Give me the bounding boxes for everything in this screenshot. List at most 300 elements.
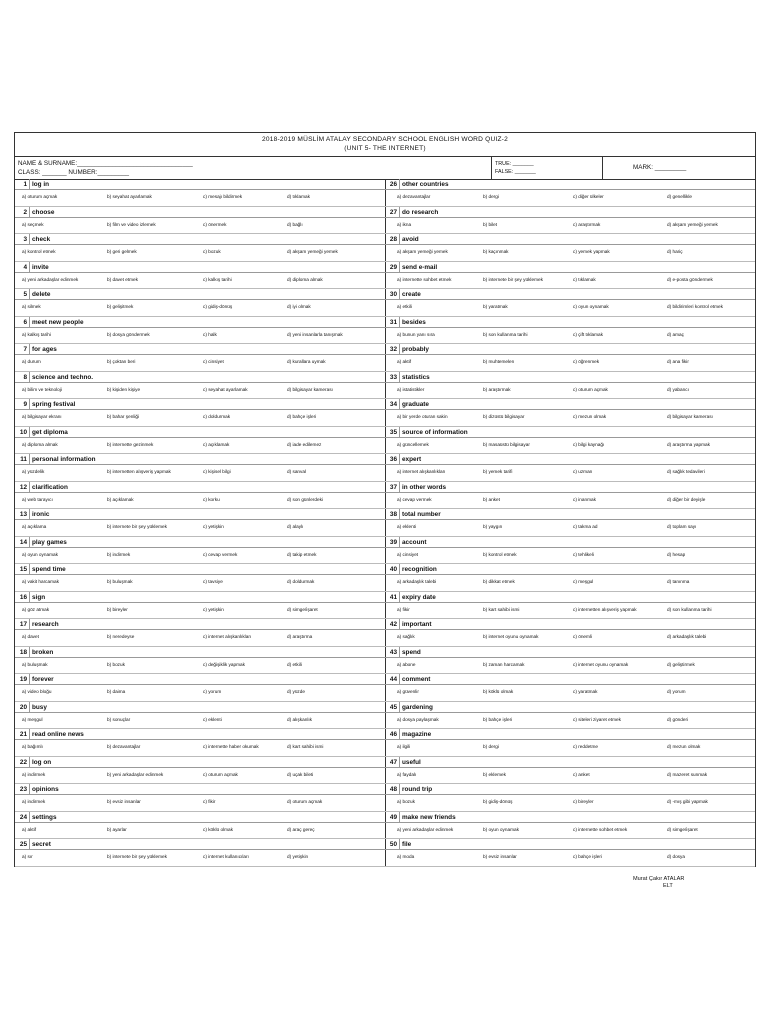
answer-option-d[interactable]: d) diploma almak bbox=[287, 276, 323, 282]
answer-option-d[interactable]: d) gönderi bbox=[667, 716, 689, 722]
question-number: 31 bbox=[385, 317, 400, 328]
question-header bbox=[15, 289, 385, 300]
question-number: 43 bbox=[385, 647, 400, 658]
answer-option-a[interactable]: a) cevap vermek bbox=[397, 496, 432, 502]
question-row bbox=[15, 757, 385, 785]
answer-option-a[interactable]: a) indirmek bbox=[22, 799, 46, 804]
answer-option-a[interactable]: a) faydalı bbox=[397, 771, 417, 777]
answer-option-b[interactable]: b) neredeyse bbox=[107, 634, 135, 639]
answer-option-c[interactable]: c) mezun olmak bbox=[573, 414, 607, 419]
answer-option-d[interactable]: d) arkadaşlık talebi bbox=[667, 634, 707, 639]
answer-option-c[interactable]: c) internette sohbet etmek bbox=[573, 826, 628, 832]
answer-option-a[interactable]: a) internette sohbet etmek bbox=[397, 276, 452, 282]
question-word: other countries bbox=[402, 181, 449, 188]
answer-option-d[interactable]: d) alaylı bbox=[287, 524, 304, 529]
class-number-field[interactable]: CLASS: _______ NUMBER:_________ bbox=[18, 169, 129, 176]
answer-option-c[interactable]: c) fikir bbox=[203, 799, 216, 804]
answer-option-c[interactable]: c) inanmak bbox=[573, 496, 596, 502]
question-row bbox=[385, 647, 755, 675]
answer-option-b[interactable]: b) davet etmek bbox=[107, 276, 139, 282]
question-row bbox=[385, 317, 755, 345]
answer-option-c[interactable]: c) halk bbox=[203, 331, 217, 337]
question-number: 30 bbox=[385, 289, 400, 300]
answer-option-a[interactable]: a) meşgul bbox=[22, 716, 43, 722]
answer-option-a[interactable]: a) sır bbox=[22, 854, 33, 859]
question-header bbox=[385, 619, 755, 630]
answer-option-b[interactable]: b) zaman harcamak bbox=[483, 661, 525, 667]
answer-option-c[interactable]: c) internetten alışveriş yapmak bbox=[573, 606, 637, 612]
answer-option-d[interactable]: d) ana fikir bbox=[667, 359, 689, 364]
question-row bbox=[15, 454, 385, 482]
answer-option-d[interactable]: d) oturum açmak bbox=[287, 799, 323, 804]
question-word: personal information bbox=[32, 456, 96, 463]
question-row bbox=[385, 482, 755, 510]
answer-option-a[interactable]: a) silmek bbox=[22, 304, 41, 309]
answer-option-c[interactable]: c) kalkış tarihi bbox=[203, 276, 232, 282]
question-number: 21 bbox=[15, 729, 30, 740]
answer-option-a[interactable]: a) seçmek bbox=[22, 221, 44, 227]
answer-option-a[interactable]: a) kontrol etmek bbox=[22, 249, 56, 254]
question-word: magazine bbox=[402, 731, 432, 738]
question-row bbox=[15, 372, 385, 400]
answer-option-b[interactable]: b) dergi bbox=[483, 194, 499, 199]
question-word: make new friends bbox=[402, 813, 456, 821]
answer-option-b[interactable]: b) bahar şenliği bbox=[107, 414, 140, 419]
answer-option-b[interactable]: b) bireyler bbox=[107, 606, 128, 612]
answer-option-a[interactable]: a) buluşmak bbox=[22, 661, 48, 667]
answer-option-a[interactable]: a) bir yerde oturan sakin bbox=[397, 414, 448, 419]
answer-option-d[interactable]: d) simge/işaret bbox=[667, 826, 698, 832]
answer-option-c[interactable]: c) açıklamak bbox=[203, 441, 230, 447]
answer-option-b[interactable]: b) indirmek bbox=[107, 551, 131, 557]
answer-option-c[interactable]: c) yetişkin bbox=[203, 606, 224, 612]
question-row bbox=[385, 537, 755, 565]
answer-option-c[interactable]: c) mesajı bildirmek bbox=[203, 194, 243, 199]
answer-option-b[interactable]: b) gelişitmek bbox=[107, 304, 134, 309]
answer-option-c[interactable]: c) korku bbox=[203, 496, 220, 502]
answer-option-b[interactable]: b) internette gezinmek bbox=[107, 441, 154, 447]
answer-option-c[interactable]: c) oyun oynamak bbox=[573, 304, 609, 309]
answer-option-a[interactable]: a) diploma almak bbox=[22, 441, 58, 447]
answer-option-c[interactable]: c) bireyler bbox=[573, 799, 594, 804]
question-word: spend time bbox=[32, 566, 66, 573]
answer-option-d[interactable]: d) genellikle bbox=[667, 194, 693, 199]
question-header bbox=[385, 234, 755, 245]
answer-option-d[interactable]: d) diğer bir deyişle bbox=[667, 496, 706, 502]
answer-option-b[interactable]: b) buluşmak bbox=[107, 579, 133, 584]
answer-option-b[interactable]: b) seyahat ayarlamak bbox=[107, 194, 152, 199]
answer-option-a[interactable]: a) ilgili bbox=[397, 744, 411, 749]
answer-option-a[interactable]: a) cinsiyet bbox=[397, 551, 419, 557]
answer-option-c[interactable]: c) yorum bbox=[203, 689, 222, 694]
answer-option-d[interactable]: d) tıklamak bbox=[287, 194, 310, 199]
question-word: create bbox=[402, 291, 421, 298]
question-word: spend bbox=[402, 648, 421, 656]
answer-option-d[interactable]: d) son günlerdeki bbox=[287, 496, 323, 502]
question-word: science and techno. bbox=[32, 373, 94, 381]
question-number: 44 bbox=[385, 674, 400, 685]
question-word: get diploma bbox=[32, 428, 68, 436]
answer-option-a[interactable]: a) yüzdelik bbox=[22, 469, 45, 474]
question-number: 15 bbox=[15, 564, 30, 575]
answer-option-c[interactable]: c) oturum açmak bbox=[203, 771, 238, 777]
answer-option-c[interactable]: c) internet oyunu oynamak bbox=[573, 661, 629, 667]
answer-option-c[interactable]: c) internet kullanıcıları bbox=[203, 854, 249, 859]
question-row bbox=[15, 509, 385, 537]
answer-option-b[interactable]: b) dikkat etmek bbox=[483, 579, 515, 584]
question-number: 7 bbox=[15, 344, 30, 355]
answer-option-a[interactable]: a) bilim ve teknoloji bbox=[22, 386, 62, 392]
answer-option-d[interactable]: d) sanval bbox=[287, 469, 307, 474]
question-row bbox=[15, 729, 385, 757]
answer-option-b[interactable]: b) internet oyunu oynamak bbox=[483, 634, 539, 639]
answer-option-d[interactable]: d) -mış gibi yapmak bbox=[667, 799, 708, 804]
answer-option-a[interactable]: a) internet alışkanlıkları bbox=[397, 469, 446, 474]
question-number: 1 bbox=[15, 179, 30, 190]
answer-option-b[interactable]: b) kart sahibi ismi bbox=[483, 606, 520, 612]
question-number: 47 bbox=[385, 757, 400, 768]
answer-option-a[interactable]: a) kalkış tarihi bbox=[22, 331, 51, 337]
question-number: 17 bbox=[15, 619, 30, 630]
answer-option-c[interactable]: c) kişisel bilgi bbox=[203, 469, 231, 474]
answer-option-d[interactable]: d) bildirimleri kontrol etmek bbox=[667, 304, 724, 309]
answer-option-d[interactable]: d) bilgisayar kamerası bbox=[667, 414, 713, 419]
answer-option-d[interactable]: d) dosya bbox=[667, 854, 685, 859]
question-word: probably bbox=[402, 346, 429, 353]
answer-option-c[interactable]: c) öğrenmek bbox=[573, 359, 600, 364]
question-word: forever bbox=[32, 676, 54, 683]
question-header bbox=[15, 399, 385, 410]
question-number: 37 bbox=[385, 482, 400, 493]
answer-option-b[interactable]: b) geri gelmek bbox=[107, 249, 137, 254]
question-word: source of information bbox=[402, 428, 468, 436]
question-header bbox=[385, 592, 755, 603]
answer-option-b[interactable]: b) son kullanma tarihi bbox=[483, 331, 528, 337]
answer-option-b[interactable]: b) daima bbox=[107, 689, 126, 694]
answer-option-d[interactable]: d) yeni insanlarla tanışmak bbox=[287, 331, 343, 337]
answer-option-d[interactable]: d) araç gereç bbox=[287, 826, 315, 832]
answer-option-c[interactable]: c) yemek yapmak bbox=[573, 249, 610, 254]
author-role: ELT bbox=[663, 883, 673, 889]
question-row bbox=[15, 592, 385, 620]
answer-option-d[interactable]: d) e-posta göndermek bbox=[667, 276, 713, 282]
answer-option-a[interactable]: a) dosya paylaşmak bbox=[397, 716, 439, 722]
answer-option-b[interactable]: b) dergi bbox=[483, 744, 499, 749]
answer-option-d[interactable]: d) hesap bbox=[667, 551, 686, 557]
answer-option-c[interactable]: c) bahçe işleri bbox=[573, 854, 602, 859]
true-count-field[interactable]: TRUE: _______ bbox=[495, 161, 534, 167]
answer-option-d[interactable]: d) amaç bbox=[667, 331, 684, 337]
answer-option-d[interactable]: d) takip etmek bbox=[287, 551, 317, 557]
question-header bbox=[15, 317, 385, 328]
answer-option-a[interactable]: a) arkadaşlık talebi bbox=[397, 579, 437, 584]
question-header bbox=[385, 427, 755, 438]
answer-option-a[interactable]: a) dezavantajlar bbox=[397, 194, 431, 199]
question-word: ironic bbox=[32, 511, 50, 518]
question-header bbox=[385, 509, 755, 520]
question-row bbox=[385, 427, 755, 455]
answer-option-a[interactable]: a) vakit harcamak bbox=[22, 579, 59, 584]
answer-option-a[interactable]: a) bağımlı bbox=[22, 744, 43, 749]
question-header bbox=[385, 399, 755, 410]
answer-option-d[interactable]: d) hariç bbox=[667, 249, 683, 254]
answer-option-b[interactable]: b) ayarlar bbox=[107, 826, 127, 832]
answer-option-a[interactable]: a) indirmek bbox=[22, 771, 46, 777]
question-word: delete bbox=[32, 291, 51, 298]
name-surname-field[interactable]: NAME & SURNAME:_________________________________ bbox=[18, 160, 193, 167]
answer-option-d[interactable]: d) araştırma bbox=[287, 634, 313, 639]
answer-option-b[interactable]: b) masaüstü bilgisayar bbox=[483, 441, 530, 447]
question-number: 26 bbox=[385, 179, 400, 190]
answer-option-c[interactable]: c) değişiklik yapmak bbox=[203, 661, 245, 667]
answer-option-b[interactable]: b) bozuk bbox=[107, 661, 125, 667]
answer-option-c[interactable]: c) tavsiye bbox=[203, 579, 223, 584]
answer-option-b[interactable]: b) internete bir şey yüklemek bbox=[107, 854, 167, 859]
answer-option-a[interactable]: a) bilgisayar ekranı bbox=[22, 414, 62, 419]
question-word: do research bbox=[402, 208, 439, 216]
answer-option-a[interactable]: a) yeni arkadaşlar edinmek bbox=[397, 826, 454, 832]
answer-option-a[interactable]: a) sağlık bbox=[397, 634, 415, 639]
answer-option-c[interactable]: c) cevap vermek bbox=[203, 551, 238, 557]
answer-option-b[interactable]: b) kaçınmak bbox=[483, 249, 509, 254]
question-header bbox=[15, 372, 385, 383]
answer-option-c[interactable]: c) önemli bbox=[573, 634, 593, 639]
answer-option-c[interactable]: c) önermek bbox=[203, 221, 227, 227]
question-header bbox=[15, 482, 385, 493]
answer-option-c[interactable]: c) doldurmak bbox=[203, 414, 231, 419]
question-header bbox=[385, 317, 755, 328]
mark-field[interactable]: MARK: _________ bbox=[633, 164, 687, 171]
question-row bbox=[15, 482, 385, 510]
answer-option-a[interactable]: a) oturum açmak bbox=[22, 194, 58, 199]
question-number: 5 bbox=[15, 289, 30, 300]
answer-option-b[interactable]: b) dezavantajlar bbox=[107, 744, 141, 749]
question-header bbox=[15, 427, 385, 438]
answer-option-c[interactable]: c) tıklamak bbox=[573, 276, 596, 282]
answer-option-a[interactable]: a) ikna bbox=[397, 221, 412, 227]
answer-option-a[interactable]: a) oyun oynamak bbox=[22, 551, 58, 557]
question-word: round trip bbox=[402, 786, 433, 793]
answer-option-a[interactable]: a) fikir bbox=[397, 606, 410, 612]
answer-option-d[interactable]: d) yetişkin bbox=[287, 854, 309, 859]
question-number: 29 bbox=[385, 262, 400, 273]
answer-option-c[interactable]: c) meşgul bbox=[573, 579, 594, 584]
answer-option-d[interactable]: d) yüzde bbox=[287, 689, 305, 694]
answer-option-b[interactable]: b) evsiz insanlar bbox=[483, 854, 517, 859]
question-number: 46 bbox=[385, 729, 400, 740]
question-row bbox=[385, 454, 755, 482]
answer-option-b[interactable]: b) internete bir şey yüklemek bbox=[483, 276, 543, 282]
question-word: statistics bbox=[402, 373, 430, 381]
right-question-column bbox=[385, 179, 755, 867]
answer-option-c[interactable]: c) cinsiyet bbox=[203, 359, 224, 364]
answer-option-b[interactable]: b) yeni arkadaşlar edinmek bbox=[107, 771, 164, 777]
answer-option-d[interactable]: d) mezun olmak bbox=[667, 744, 701, 749]
answer-option-a[interactable]: a) aktif bbox=[397, 359, 412, 364]
question-row bbox=[15, 702, 385, 730]
title-line-1: 2018-2019 MÜSLİM ATALAY SECONDARY SCHOOL ENGLISH WORD QUIZ-2 bbox=[262, 136, 508, 143]
question-header bbox=[15, 344, 385, 355]
answer-option-a[interactable]: a) durum bbox=[22, 359, 41, 364]
answer-option-b[interactable]: b) evsiz insanlar bbox=[107, 799, 141, 804]
answer-option-c[interactable]: c) diğer ülkeler bbox=[573, 194, 604, 199]
answer-option-c[interactable]: c) gidiş-dönüş bbox=[203, 304, 233, 309]
answer-option-a[interactable]: a) akşam yemeği yemek bbox=[397, 249, 448, 254]
answer-option-b[interactable]: b) köklü olmak bbox=[483, 689, 514, 694]
answer-option-d[interactable]: d) tanınma bbox=[667, 579, 690, 584]
answer-option-d[interactable]: d) bahçe işleri bbox=[287, 414, 317, 419]
answer-option-b[interactable]: b) film ve video izlemek bbox=[107, 221, 156, 227]
question-header bbox=[15, 839, 385, 850]
answer-option-a[interactable]: a) video bloğu bbox=[22, 689, 52, 694]
answer-option-a[interactable]: a) istatistikler bbox=[397, 386, 425, 392]
question-number: 18 bbox=[15, 647, 30, 658]
answer-option-b[interactable]: b) yaratmak bbox=[483, 304, 508, 309]
question-header bbox=[385, 647, 755, 658]
false-count-field[interactable]: FALSE: _______ bbox=[495, 169, 536, 175]
question-header bbox=[15, 537, 385, 548]
question-header bbox=[15, 757, 385, 768]
answer-option-b[interactable]: b) dizüstü bilgisayar bbox=[483, 414, 525, 419]
answer-option-c[interactable]: c) internet alışkanlıkları bbox=[203, 634, 252, 639]
answer-option-b[interactable]: b) sonuçlar bbox=[107, 716, 131, 722]
answer-option-c[interactable]: c) oturum açmak bbox=[573, 386, 608, 392]
answer-option-d[interactable]: d) araştırma yapmak bbox=[667, 441, 710, 447]
question-header bbox=[15, 179, 385, 190]
answer-option-c[interactable]: c) yetişkin bbox=[203, 524, 224, 529]
answer-option-a[interactable]: a) abone bbox=[397, 661, 416, 667]
question-header bbox=[385, 702, 755, 713]
answer-option-d[interactable]: d) doldurmak bbox=[287, 579, 315, 584]
answer-option-d[interactable]: d) iyi olmak bbox=[287, 304, 311, 309]
answer-option-d[interactable]: d) bağlı bbox=[287, 221, 303, 227]
question-header bbox=[385, 729, 755, 740]
answer-option-a[interactable]: a) aktif bbox=[22, 826, 37, 832]
answer-option-c[interactable]: c) seyahat ayarlamak bbox=[203, 386, 248, 392]
answer-option-c[interactable]: c) araştırmak bbox=[573, 221, 601, 227]
answer-option-d[interactable]: d) akşam yemeği yemek bbox=[287, 249, 338, 254]
answer-option-b[interactable]: b) yemek tarifi bbox=[483, 469, 513, 474]
answer-option-b[interactable]: b) kontrol etmek bbox=[483, 551, 517, 557]
answer-option-c[interactable]: c) bilgi kaynağı bbox=[573, 441, 605, 447]
answer-option-d[interactable]: d) kart sahibi ismi bbox=[287, 744, 324, 749]
question-word: useful bbox=[402, 758, 421, 766]
answer-option-d[interactable]: d) simge/işaret bbox=[287, 606, 318, 612]
answer-option-a[interactable]: a) açıklama bbox=[22, 524, 47, 529]
answer-option-c[interactable]: c) bozuk bbox=[203, 249, 221, 254]
question-header bbox=[385, 757, 755, 768]
answer-option-a[interactable]: a) güvenlir bbox=[397, 689, 419, 694]
answer-option-c[interactable]: c) internette haber okumak bbox=[203, 744, 259, 749]
answer-option-b[interactable]: b) dosya göndermek bbox=[107, 331, 150, 337]
question-header bbox=[385, 207, 755, 218]
question-word: total number bbox=[402, 511, 441, 518]
question-header bbox=[385, 372, 755, 383]
answer-option-b[interactable]: b) kişiden kişiye bbox=[107, 386, 141, 392]
answer-option-d[interactable]: d) yabancı bbox=[667, 386, 689, 392]
answer-option-d[interactable]: d) geliştirmek bbox=[667, 661, 695, 667]
question-number: 14 bbox=[15, 537, 30, 548]
answer-option-d[interactable]: d) yorum bbox=[667, 689, 686, 694]
answer-option-a[interactable]: a) etkili bbox=[397, 304, 412, 309]
question-header bbox=[15, 812, 385, 823]
question-word: gardening bbox=[402, 703, 433, 711]
question-number: 35 bbox=[385, 427, 400, 438]
answer-option-b[interactable]: b) yaygın bbox=[483, 524, 503, 529]
answer-option-b[interactable]: b) araştırmak bbox=[483, 386, 511, 392]
answer-option-d[interactable]: d) akşam yemeği yemek bbox=[667, 221, 718, 227]
answer-option-a[interactable]: a) güncellemek bbox=[397, 441, 429, 447]
answer-option-b[interactable]: b) bahçe işleri bbox=[483, 716, 513, 722]
answer-option-c[interactable]: c) tehlikeli bbox=[573, 551, 594, 557]
question-word: invite bbox=[32, 263, 49, 271]
question-row bbox=[385, 619, 755, 647]
question-number: 22 bbox=[15, 757, 30, 768]
answer-option-d[interactable]: d) son kullanma tarihi bbox=[667, 606, 712, 612]
answer-option-d[interactable]: d) mazeret sunmak bbox=[667, 771, 708, 777]
answer-option-a[interactable]: a) göz atmak bbox=[22, 606, 50, 612]
answer-option-b[interactable]: b) açıklamak bbox=[107, 496, 134, 502]
question-row bbox=[385, 839, 755, 867]
answer-option-c[interactable]: c) siteleri ziyaret etmek bbox=[573, 716, 621, 722]
answer-option-a[interactable]: a) bozuk bbox=[397, 799, 415, 804]
answer-option-a[interactable]: a) moda bbox=[397, 854, 415, 859]
question-header bbox=[385, 482, 755, 493]
question-number: 3 bbox=[15, 234, 30, 245]
answer-option-a[interactable]: a) davet bbox=[22, 634, 39, 639]
answer-option-c[interactable]: c) uzman bbox=[573, 469, 593, 474]
question-number: 27 bbox=[385, 207, 400, 218]
answer-option-a[interactable]: a) eklenti bbox=[397, 524, 417, 529]
answer-option-c[interactable]: c) çift tıklamak bbox=[573, 331, 603, 337]
answer-option-d[interactable]: d) kurallara uymak bbox=[287, 359, 326, 364]
question-number: 2 bbox=[15, 207, 30, 218]
question-word: send e-mail bbox=[402, 263, 438, 271]
answer-option-b[interactable]: b) oyun oynamak bbox=[483, 826, 519, 832]
answer-option-d[interactable]: d) sağlık tedavileri bbox=[667, 469, 705, 474]
question-word: spring festival bbox=[32, 401, 76, 408]
question-row bbox=[385, 757, 755, 785]
question-number: 25 bbox=[15, 839, 30, 850]
answer-option-b[interactable]: b) eklemek bbox=[483, 771, 506, 777]
answer-option-b[interactable]: b) muhtemelen bbox=[483, 359, 515, 364]
question-number: 49 bbox=[385, 812, 400, 823]
answer-option-b[interactable]: b) gidiş-dönüş bbox=[483, 799, 513, 804]
answer-option-b[interactable]: b) internete bir şey yüklemek bbox=[107, 524, 167, 529]
answer-option-b[interactable]: b) çoktan beri bbox=[107, 359, 136, 364]
answer-option-c[interactable]: c) yaratmak bbox=[573, 689, 598, 694]
question-header bbox=[385, 784, 755, 795]
answer-option-d[interactable]: d) etkili bbox=[287, 661, 302, 667]
answer-option-c[interactable]: c) reddetme bbox=[573, 744, 599, 749]
answer-option-b[interactable]: b) anket bbox=[483, 496, 500, 502]
answer-option-a[interactable]: a) yeni arkadaşlar edinmek bbox=[22, 276, 79, 282]
answer-option-d[interactable]: d) iade edilemez bbox=[287, 441, 322, 447]
answer-option-c[interactable]: c) köklü olmak bbox=[203, 826, 233, 832]
answer-option-d[interactable]: d) alışkanlık bbox=[287, 716, 313, 722]
answer-option-c[interactable]: c) anket bbox=[573, 771, 590, 777]
answer-option-c[interactable]: c) takma ad bbox=[573, 524, 598, 529]
answer-option-d[interactable]: d) toplam sayı bbox=[667, 524, 697, 529]
answer-option-b[interactable]: b) internetten alışveriş yapmak bbox=[107, 469, 171, 474]
question-word: log in bbox=[32, 181, 50, 188]
answer-option-b[interactable]: b) bilet bbox=[483, 221, 498, 227]
answer-option-a[interactable]: a) web tarayıcı bbox=[22, 496, 53, 502]
answer-option-d[interactable]: d) bilgisayar kamerası bbox=[287, 386, 333, 392]
answer-option-c[interactable]: c) eklenti bbox=[203, 716, 222, 722]
answer-option-a[interactable]: a) bunun yanı sıra bbox=[397, 331, 435, 337]
answer-option-d[interactable]: d) uçak bileti bbox=[287, 771, 314, 777]
